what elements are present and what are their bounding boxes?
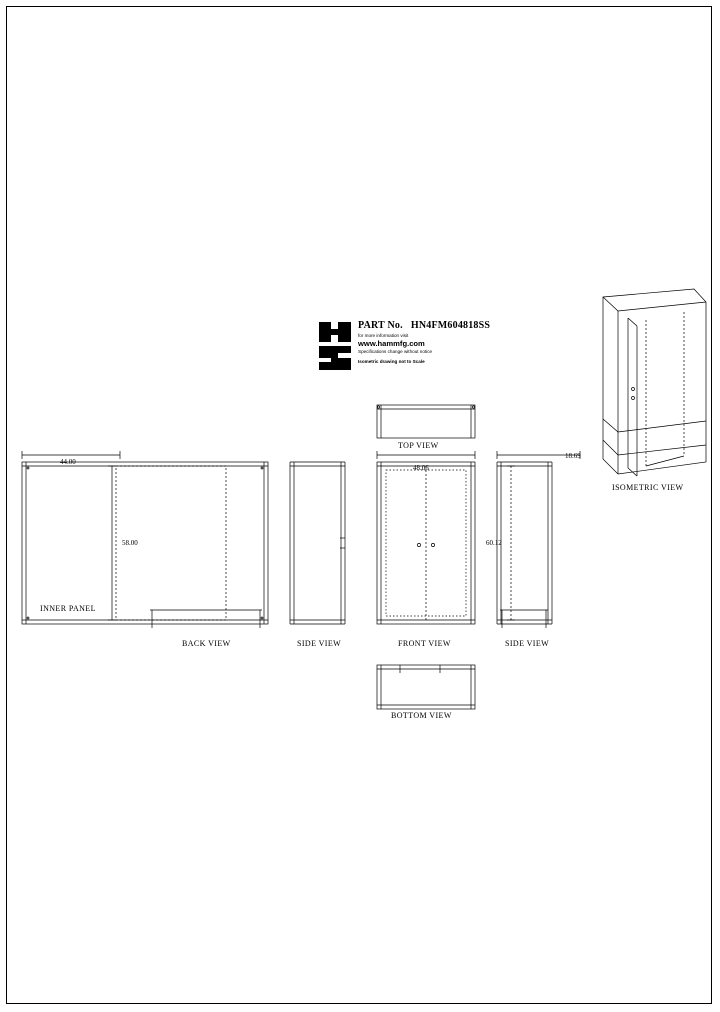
isometric-view-geometry — [603, 289, 706, 476]
scale-note: Isometric drawing not to Scale — [358, 359, 425, 364]
label-front-view: FRONT VIEW — [398, 639, 451, 648]
label-inner-panel: INNER PANEL — [40, 604, 96, 613]
label-top-view: TOP VIEW — [398, 441, 439, 450]
dim-front-height: 60.12 — [486, 539, 502, 547]
dim-side-depth: 18.69 — [565, 452, 581, 460]
bottom-view-geometry — [377, 665, 475, 709]
label-isometric-view: ISOMETRIC VIEW — [612, 483, 684, 492]
part-label: PART No. — [358, 320, 403, 331]
front-view-geometry — [377, 451, 475, 624]
label-back-view: BACK VIEW — [182, 639, 231, 648]
info-line: for more information visit — [358, 333, 409, 338]
back-view-geometry — [22, 451, 268, 628]
dim-front-width: 48.06 — [413, 464, 429, 472]
top-view-geometry — [377, 405, 475, 438]
website-link[interactable]: www.hammfg.com — [358, 339, 425, 348]
side-view-right-geometry — [497, 451, 580, 628]
dim-back-height: 58.00 — [122, 539, 138, 547]
label-bottom-view: BOTTOM VIEW — [391, 711, 452, 720]
side-view-left-geometry — [290, 462, 345, 624]
label-side-view-right: SIDE VIEW — [505, 639, 550, 648]
disclaimer-text: Specifications change without notice — [358, 349, 433, 354]
part-number: HN4FM604818SS — [410, 320, 491, 331]
dim-back-width: 44.00 — [60, 458, 76, 466]
label-side-view-left: SIDE VIEW — [297, 639, 342, 648]
